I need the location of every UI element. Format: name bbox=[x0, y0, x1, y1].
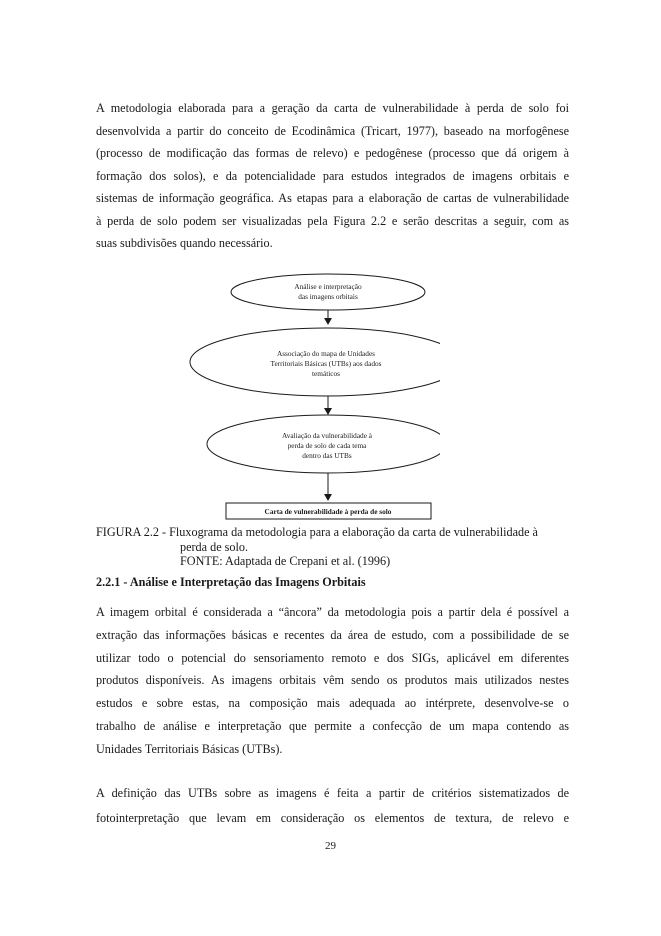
flow-step-vulnerability-evaluation-line2: perda de solo de cada tema bbox=[287, 441, 367, 450]
text-line: A metodologia elaborada para a geração da carta de vulnerabilidade à perda de solo foi bbox=[96, 101, 569, 115]
text-line: utilizar todo o potencial do sensoriamento remoto e dos SIGs, aplicável em diferentes bbox=[96, 650, 569, 665]
text-line: Unidades Territoriais Básicas (UTBs). bbox=[96, 741, 283, 756]
section-heading: 2.2.1 - Análise e Interpretação das Imagens Orbitais bbox=[96, 575, 366, 589]
figure-source: FONTE: Adaptada de Crepani et al. (1996) bbox=[180, 554, 391, 568]
text-line: à perda de solo podem ser visualizadas pela Figura 2.2 e serão descritas a seguir, com as bbox=[96, 213, 569, 228]
flow-step-vulnerability-evaluation-line1: Avaliação da vulnerabilidade à bbox=[281, 431, 373, 440]
methodology-flowchart bbox=[170, 272, 440, 524]
flow-step-utb-association-line3: temáticos bbox=[312, 369, 340, 378]
text-line: produtos disponíveis. As imagens orbitais vêm sendo os produtos mais utilizados nestes bbox=[96, 673, 569, 688]
text-line: estudos e sobre estas, na composição mais adequada ao intérprete, desenvolve-se o bbox=[96, 696, 569, 711]
text-line: (processo de modificação das formas de relevo) e pedogênese (processo que dá origem à bbox=[96, 146, 569, 160]
text-line: extração das informações básicas e recentes da área de estudo, com a possibilidade de se bbox=[96, 627, 569, 642]
figure-caption-line2: perda de solo. bbox=[180, 539, 249, 554]
figure-caption-line1: FIGURA 2.2 - Fluxograma da metodologia para a elaboração da carta de vulnerabilidade à bbox=[96, 525, 538, 539]
text-line: A definição das UTBs sobre as imagens é feita a partir de critérios sistematizados de bbox=[96, 786, 569, 800]
text-line: desenvolvida a partir do conceito de Ecodinâmica (Tricart, 1977), baseado na morfogênese bbox=[96, 123, 569, 138]
text-line: suas subdivisões quando necessário. bbox=[96, 236, 273, 250]
page-number: 29 bbox=[325, 840, 336, 852]
text-line: A imagem orbital é considerada a “âncora” da metodologia pois a partir dela é possível a bbox=[96, 605, 569, 619]
flow-step-vulnerability-map-label: Carta de vulnerabilidade à perda de solo bbox=[264, 507, 392, 516]
text-line: sistemas de informação geográfica. As etapas para a elaboração de cartas de vulnerabilidade bbox=[96, 191, 569, 205]
text-line: trabalho de análise e interpretação que permite a confecção de um mapa contendo as bbox=[96, 718, 569, 733]
intro-paragraph bbox=[96, 97, 569, 255]
text-line: formação dos solos), e da potencialidade para estudos integrados de imagens orbitais e bbox=[96, 168, 569, 183]
flow-step-vulnerability-evaluation-line3: dentro das UTBs bbox=[302, 451, 352, 460]
figure-caption bbox=[96, 525, 571, 554]
text-line: fotointerpretação que levam em consideração os elementos de textura, de relevo e bbox=[96, 811, 569, 825]
body-paragraph bbox=[96, 601, 569, 761]
flow-step-image-analysis-line1: Análise e interpretação bbox=[294, 282, 362, 291]
body-paragraph bbox=[96, 781, 569, 831]
flow-step-image-analysis-line2: das imagens orbitais bbox=[298, 292, 358, 301]
flow-step-utb-association-line1: Associação do mapa de Unidades bbox=[276, 349, 376, 358]
flow-step-utb-association-line2: Territoriais Básicas (UTBs) aos dados bbox=[270, 359, 382, 368]
